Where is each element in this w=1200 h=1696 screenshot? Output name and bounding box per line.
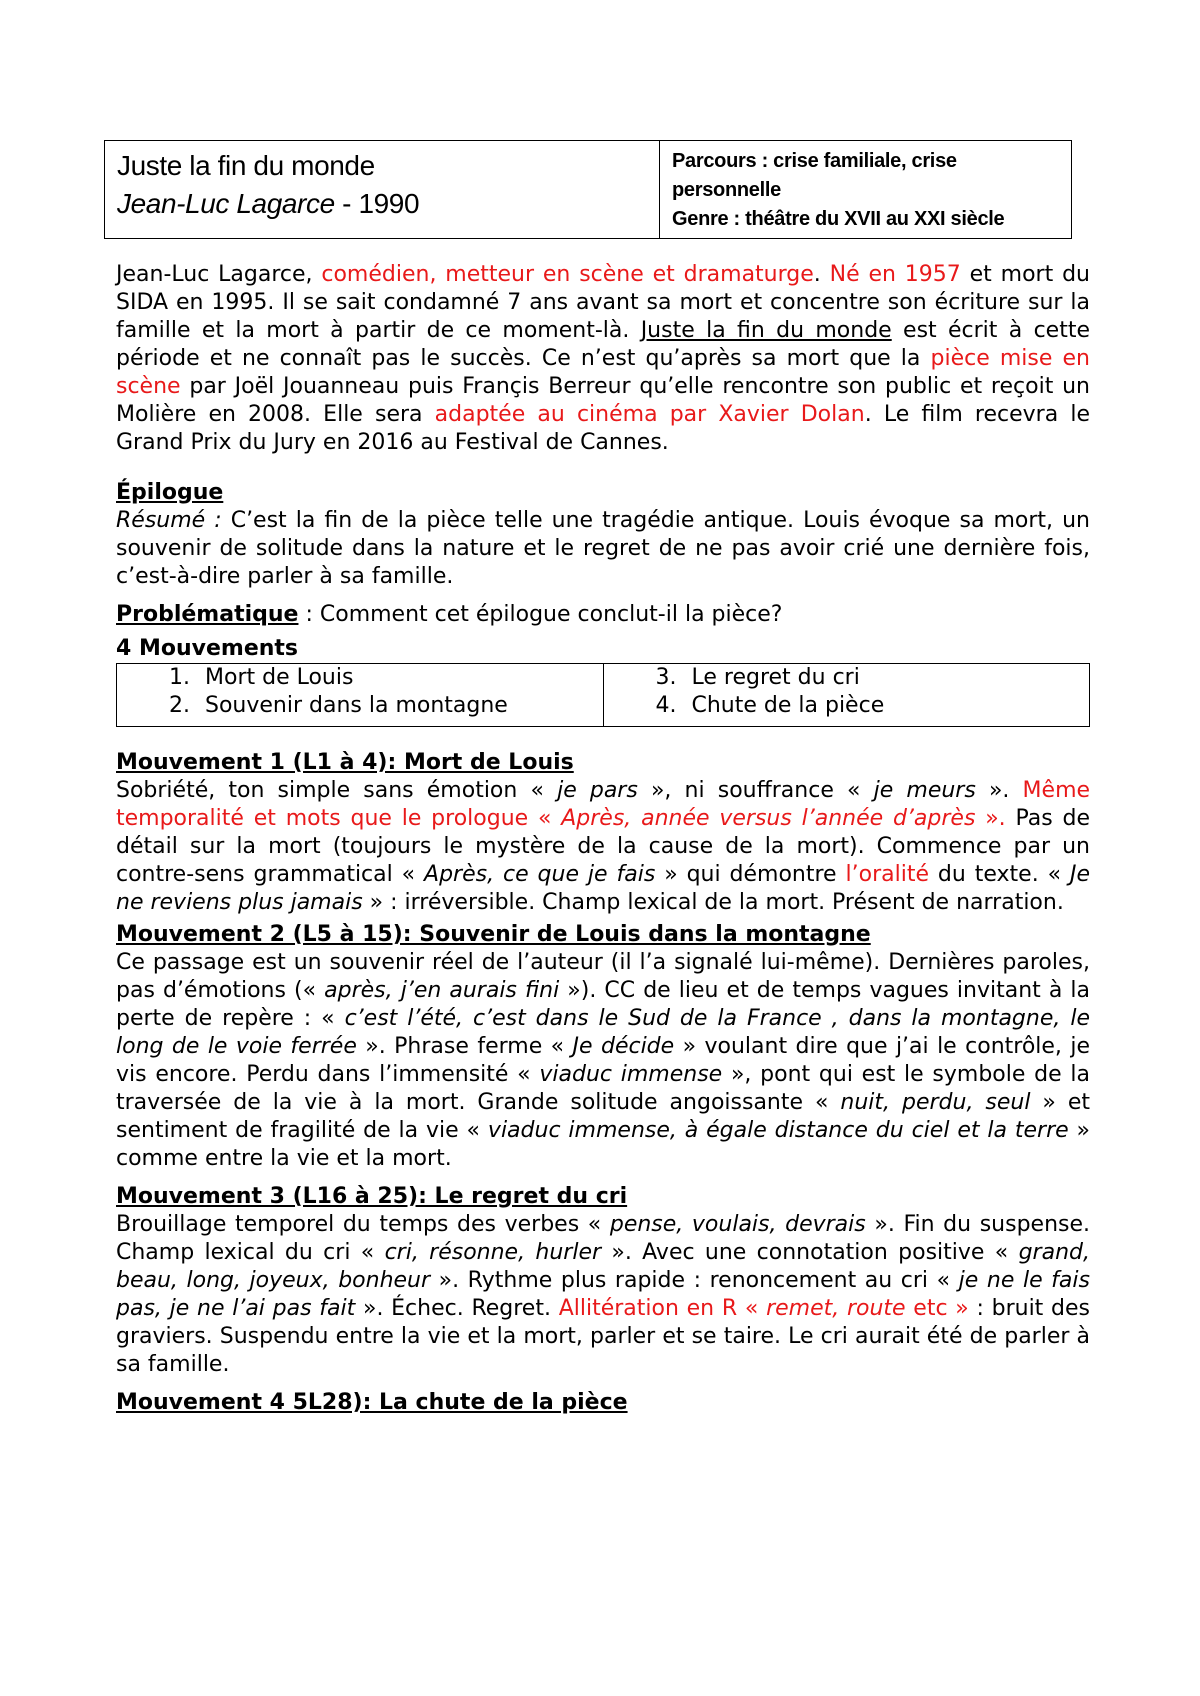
m1-text: » : irréversible. Champ lexical de la mort. Présent de narration. (362, 890, 1064, 915)
header-right-cell (660, 141, 1072, 239)
m2-quote: viaduc immense, à égale distance du ciel et la terre (487, 1118, 1069, 1143)
m2-text: » voulant dire que j’ai le contrôle, je vis encore. Perdu dans l’immensité « (116, 1034, 1090, 1087)
m2-text: ». Phrase ferme « (356, 1034, 573, 1059)
m3-highlight: etc » (905, 1296, 969, 1321)
intro-highlight: pièce mise en scène (116, 346, 1090, 399)
m1-quote: je pars (557, 778, 638, 803)
epilogue-section (116, 479, 1090, 591)
intro-highlight: comédien, metteur en scène et dramaturge (321, 262, 814, 287)
mouvement-item: 4. Chute de la pièce (684, 692, 1090, 720)
intro-text: est écrit à cette période et ne connaît pas le succès. Ce n’est qu’après sa mort que la (116, 318, 1090, 371)
document-page (116, 140, 1090, 1417)
intro-text: par Joël Jouanneau puis Françis Berreur qu’elle rencontre son public et reçoit un Molière en 2008. Elle sera (116, 374, 1090, 427)
genre-line: Genre : théâtre du XVII au XXI siècle (672, 208, 1005, 230)
author-separator: - (334, 188, 359, 219)
mouvements-list-right (604, 664, 1090, 720)
mouvement-1-paragraph (116, 777, 1090, 917)
m3-highlight: Allitération en R « (558, 1296, 767, 1321)
problematique-text: : Comment cet épilogue conclut-il la pièce? (298, 602, 783, 627)
m1-text: Pas de détail sur la mort (toujours le mystère de la cause de la mort). Commence par un contre-sens grammatical « (116, 806, 1090, 887)
mouvements-list-left (117, 664, 603, 720)
header-left-cell (105, 141, 660, 239)
m1-text: » qui démontre (655, 862, 846, 887)
m3-text: ». Échec. Regret. (355, 1296, 559, 1321)
m1-text: du texte. « (929, 862, 1070, 887)
m3-text: ». Rythme plus rapide : renoncement au cri « (430, 1268, 959, 1293)
m2-quote: nuit, perdu, seul (840, 1090, 1031, 1115)
intro-paragraph (116, 261, 1090, 457)
m3-quote: pense, voulais, devrais (609, 1212, 866, 1237)
m2-text: Ce passage est un souvenir réel de l’auteur (il l’a signalé lui-même). Dernières paroles, pas d’émotions (« (116, 950, 1090, 1003)
m3-text: ». Fin du suspense. Champ lexical du cri « (116, 1212, 1091, 1265)
intro-highlight: Né en 1957 (829, 262, 961, 287)
m1-text: », ni souffrance « (637, 778, 874, 803)
mouvement-2-heading: Mouvement 2 (L5 à 15): Souvenir de Louis dans la montagne (116, 922, 871, 947)
m3-text: : bruit des graviers. Suspendu entre la vie et la mort, parler et se taire. Le cri aurait été de parler à sa famille. (116, 1296, 1090, 1377)
m2-quote: c’est l’été, c’est dans le Sud de la France , dans la montagne, le long de le voie ferrée (116, 1006, 1090, 1059)
m3-highlight-quote: remet, route (766, 1296, 906, 1321)
work-title: Juste la fin du monde (117, 150, 375, 181)
m1-highlight: ». (975, 806, 1006, 831)
m3-quote: cri, résonne, hurler (384, 1240, 602, 1265)
publication-year: 1990 (358, 188, 420, 219)
m1-highlight-quote: Après, année versus l’année d’après (561, 806, 976, 831)
mouvement-2-paragraph (116, 949, 1090, 1173)
resume-text: C’est la fin de la pièce telle une tragédie antique. Louis évoque sa mort, un souvenir de solitude dans la nature et le regret de ne pas avoir crié une dernière fois, c’est-à-dire parler à sa famille. (116, 508, 1090, 589)
mouvements-right-cell (603, 664, 1090, 727)
author-name: Jean-Luc Lagarce (117, 188, 335, 219)
m3-text: ». Avec une connotation positive « (601, 1240, 1019, 1265)
author-line (117, 185, 647, 223)
m1-quote: je meurs (873, 778, 976, 803)
mouvements-table (116, 663, 1090, 727)
m1-text: Sobriété, ton simple sans émotion « (116, 778, 558, 803)
m3-quote: je ne le fais pas, je ne l’ai pas fait (116, 1268, 1090, 1321)
mouvement-item: 3. Le regret du cri (684, 664, 1090, 692)
m2-quote: après, j’en aurais fini (324, 978, 560, 1003)
mouvement-item: 1. Mort de Louis (197, 664, 603, 692)
m1-highlight: l’oralité (845, 862, 929, 887)
mouvement-1-heading: Mouvement 1 (L1 à 4): Mort de Louis (116, 750, 574, 775)
mouvement-3-heading: Mouvement 3 (L16 à 25): Le regret du cri (116, 1184, 628, 1209)
m2-text: » et sentiment de fragilité de la vie « (116, 1090, 1091, 1143)
problematique-line (116, 601, 1090, 629)
m3-quote: grand, beau, long, joyeux, bonheur (116, 1240, 1090, 1293)
mouvement-4-heading: Mouvement 4 5L28): La chute de la pièce (116, 1390, 628, 1415)
intro-text: . (813, 262, 830, 287)
problematique-label: Problématique (116, 602, 299, 627)
parcours-line: Parcours : crise familiale, crise personnelle (672, 150, 957, 201)
m2-text: » comme entre la vie et la mort. (116, 1118, 1091, 1171)
m1-quote: Après, ce que je fais (424, 862, 656, 887)
m2-quote: Je décide (572, 1034, 675, 1059)
m2-text: »). CC de lieu et de temps vagues invitant à la perte de repère : « (116, 978, 1090, 1031)
mouvements-left-cell (117, 664, 604, 727)
header-table (104, 140, 1072, 239)
resume-label: Résumé : (116, 508, 222, 533)
intro-text: Jean-Luc Lagarce, (116, 262, 322, 287)
mouvement-3-paragraph (116, 1211, 1090, 1379)
m1-text: ». (975, 778, 1023, 803)
m2-quote: viaduc immense (539, 1062, 723, 1087)
epilogue-heading: Épilogue (116, 480, 224, 505)
mouvements-heading: 4 Mouvements (116, 636, 299, 661)
m3-text: Brouillage temporel du temps des verbes « (116, 1212, 610, 1237)
intro-text: et mort du SIDA en 1995. Il se sait condamné 7 ans avant sa mort et concentre son écriture sur la famille et la mort à partir de ce moment-là. (116, 262, 1090, 343)
intro-work-title: Juste la fin du monde (640, 318, 892, 343)
mouvement-item: 2. Souvenir dans la montagne (197, 692, 603, 720)
m1-quote: Je ne reviens plus jamais (116, 862, 1091, 915)
m2-text: », pont qui est le symbole de la traversée de la vie à la mort. Grande solitude angoissante « (116, 1062, 1091, 1115)
intro-highlight: adaptée au cinéma par Xavier Dolan (434, 402, 865, 427)
resume-paragraph (116, 507, 1090, 591)
m1-highlight: Même temporalité et mots que le prologue « (116, 778, 1091, 831)
intro-text: . Le film recevra le Grand Prix du Jury en 2016 au Festival de Cannes. (116, 402, 1090, 455)
